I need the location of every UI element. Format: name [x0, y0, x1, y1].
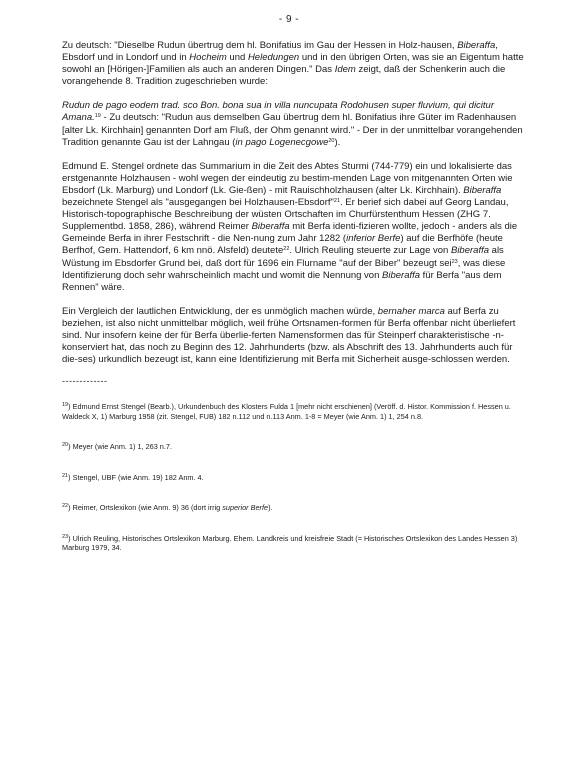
footnote-number: 23	[62, 533, 69, 540]
footnote-number: 22	[62, 503, 69, 510]
footnote: $^{23}$) Ulrich Reuling, Historisches Ortslexikon Marburg. Ehem. Landkreis und kreisfreie Stadt (= Historisches Ortslexikon des Landes Hessen 3) Marburg 1979, 34.	[62, 533, 518, 553]
footnote: $^{20}$) Meyer (wie Anm. 1) 1, 263 n.7.	[62, 442, 172, 452]
page-number: - 9 -	[278, 14, 300, 25]
footnote-ref[interactable]: 19	[94, 113, 101, 120]
footnote: $^{22}$) Reimer, Ortslexikon (wie Anm. 9) 36 (dort irrig superior Berfe).	[62, 503, 273, 513]
footnote-ref[interactable]: 23	[451, 258, 458, 265]
footnote-ref[interactable]: 21	[333, 198, 341, 205]
page-body	[62, 40, 524, 574]
footnote-separator: -------------	[62, 376, 108, 387]
paragraph-latin-quote: Rudun de pago eodem trad. sco Bon. bona sua in villa nuncupata Rodohusen super fluvium, qui dicitur Amana.$^{19}$ - Zu deutsch: "Rudun aus demselben Gau übertrug dem hl. Bonifatius ihre Güter im Radenhausen [alter Lk. Kirchhain] genannten Dorf am Fluß, der Ohm genannt wird." - Der in der unmittelbar vorangehenden Tradition genannte Gau ist der Lahngau (in pago Logenecgowe$^{20}$).	[62, 100, 523, 148]
paragraph-comparison: Ein Vergleich der lautlichen Entwicklung, der es unmöglich machen würde, bernaher marca auf Berfa zu beziehen, ist also nicht unmittelbar möglich, weil frühe Ortsnamen-formen für Berfa offenbar nicht überliefert sind. Nur insofern keine der für Berfa überlie-ferten Namensformen das für Steinperf charakteristische -n- konserviert hat, das noch zu Beginn des 12. Jahrhunderts (bzw. als Abschrift des 13. Jahrhunderts auch für die-ses) urkundlich bezeugt ist, kann eine Identifizierung mit Berfa mit Sicherheit ausge-schlossen werden.	[62, 305, 516, 366]
footnote-ref[interactable]: 20	[328, 137, 335, 144]
footnote: $^{19}$) Edmund Ernst Stengel (Bearb.), Urkundenbuch des Klosters Fulda 1 [mehr nicht erschienen] (Veröff. d. Histor. Kommission f. Hessen u. Waldeck X, 1) Marburg 1958 (zit. Stengel, FUB) 182 n.112 und n.113 Anm. 1-8 = Meyer (wie Anm. 1) 1, 254 n.8.	[62, 402, 511, 421]
footnote-number: 21	[62, 472, 69, 479]
footnote-ref[interactable]: 22	[283, 246, 290, 253]
footnote-number: 20	[62, 442, 69, 449]
paragraph-stengel: Edmund E. Stengel ordnete das Summarium in die Zeit des Abtes Sturmi (744-779) ein und lokalisierte das erstgenannte Holzhausen - wohl wegen der eindeutig zu bestim-menden Lage von mitgenannten Orten wie Ebsdorf (Lk. Marburg) und Londorf (Lk. Gie-ßen) - mit Rauischholzhausen (alter Lk. Kirchhain). Biberaffa bezeichnete Stengel als "ausgegangen bei Holzhausen-Ebsdorf"$^{21}$. Er berief sich dabei auf Georg Landau, Historisch-topographische Beschreibung der wüsten Ortschaften im Churfürstenthum Hessen (ZHG 7. Supplementbd. 1858, 286), während Reimer Biberaffa mit Berfa identi-fizieren wollte, jedoch - anders als die Gemeinde Berfa in ihrer Festschrift - die Nen-nung zum Jahr 1282 (inferior Berfe) auf die Berfhöfe (heute Berfhof, Gem. Hattendorf, 6 km nnö. Alsfeld) deutete$^{22}$. Ulrich Reuling steuerte zur Lage von Biberaffa als Wüstung im Ebsdorfer Grund bei, daß dort für 1696 ein Flurname "auf der Biber" bezeugt sei$^{23}$, was diese Identifizierung doch sehr wahrscheinlich macht und womit die Nennung von Biberaffa für Berfa "aus dem Rennen" wäre.	[62, 160, 518, 293]
footnote-number: 19	[62, 402, 69, 409]
paragraph-translation: Zu deutsch: "Dieselbe Rudun übertrug dem hl. Bonifatius im Gau der Hessen in Holz-hausen, Biberaffa, Ebsdorf und in Londorf und in Hocheim und Heledungen und in den übrigen Orten, was sie an Eigentum hatte sowohl an [Hörigen-]Familien als auch an anderen Dingen." Das Idem zeigt, daß der Schenkerin auch die vorangehende 8. Tradition zugeschrieben wurde:	[62, 40, 524, 88]
footnote: $^{21}$) Stengel, UBF (wie Anm. 19) 182 Anm. 4.	[62, 472, 204, 482]
